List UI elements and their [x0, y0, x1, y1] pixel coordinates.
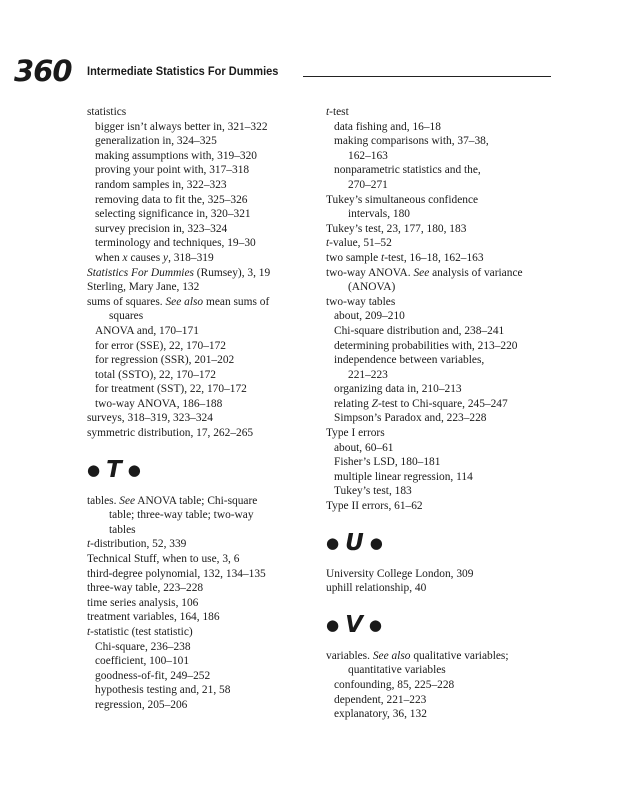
index-subentry: organizing data in, 210–213 — [334, 383, 462, 396]
index-subentry: confounding, 85, 225–228 — [334, 679, 455, 691]
index-entry: two sample t-test, 16–18, 162–163 — [326, 251, 484, 264]
index-subentry: relating Z-test to Chi-square, 245–247 — [334, 397, 508, 410]
index-continuation: intervals, 180 — [348, 208, 411, 221]
index-entry: two-way ANOVA. See analysis of variance — [326, 266, 523, 279]
index-entry: time series analysis, 106 — [87, 596, 199, 609]
index-entry: University College London, 309 — [326, 567, 474, 580]
index-subentry: removing data to fit the, 325–326 — [95, 193, 248, 206]
index-subentry: two-way ANOVA, 186–188 — [95, 397, 223, 410]
index-entry: t-test — [326, 106, 349, 118]
index-subentry: regression, 205–206 — [95, 698, 188, 711]
index-entry: symmetric distribution, 17, 262–265 — [87, 427, 254, 440]
bullet-icon: ● — [326, 534, 340, 553]
section-letter-t: ● T ● — [87, 457, 141, 484]
index-entry: t-distribution, 52, 339 — [87, 538, 187, 551]
index-subentry: Simpson’s Paradox and, 223–228 — [334, 412, 487, 425]
running-header — [0, 54, 637, 88]
index-continuation: quantitative variables — [348, 664, 446, 677]
index-subentry: generalization in, 324–325 — [95, 135, 217, 148]
index-entry: variables. See also qualitative variables; — [326, 649, 509, 662]
index-column-right — [326, 105, 556, 722]
index-continuation: 270–271 — [348, 178, 388, 191]
bullet-icon: ● — [326, 616, 340, 635]
index-entry: Statistics For Dummies (Rumsey), 3, 19 — [87, 266, 271, 279]
index-subentry: selecting significance in, 320–321 — [95, 208, 251, 221]
index-entry: Technical Stuff, when to use, 3, 6 — [87, 553, 240, 566]
running-title: Intermediate Statistics For Dummies — [87, 64, 279, 78]
index-entry: Type I errors — [326, 427, 385, 440]
index-entry: t-value, 51–52 — [326, 237, 392, 250]
index-subentry: Chi-square, 236–238 — [95, 640, 191, 653]
index-subentry: independence between variables, — [334, 354, 485, 367]
index-continuation: 162–163 — [348, 149, 388, 162]
index-continuation: table; three-way table; two-way — [109, 509, 254, 522]
index-subentry: making comparisons with, 37–38, — [334, 135, 489, 148]
page-number: 360 — [14, 54, 72, 88]
section-letter-v: ● V ● — [326, 612, 382, 639]
index-subentry: proving your point with, 317–318 — [95, 164, 250, 177]
index-subentry: total (SSTO), 22, 170–172 — [95, 368, 216, 381]
header-rule — [303, 76, 551, 77]
bullet-icon: ● — [87, 461, 101, 480]
index-entry: surveys, 318–319, 323–324 — [87, 412, 213, 425]
index-subentry: bigger isn’t always better in, 321–322 — [95, 120, 268, 133]
index-continuation: squares — [109, 310, 144, 323]
index-subentry: data fishing and, 16–18 — [334, 120, 441, 133]
index-subentry: dependent, 221–223 — [334, 693, 427, 706]
index-entry: Sterling, Mary Jane, 132 — [87, 281, 200, 294]
bullet-icon: ● — [127, 461, 141, 480]
index-subentry: goodness-of-fit, 249–252 — [95, 669, 211, 682]
index-subentry: for error (SSE), 22, 170–172 — [95, 339, 226, 352]
index-subentry: about, 60–61 — [334, 441, 394, 454]
index-entry: third-degree polynomial, 132, 134–135 — [87, 567, 266, 580]
index-subentry: for regression (SSR), 201–202 — [95, 354, 235, 367]
index-entry: Tukey’s simultaneous confidence — [326, 193, 479, 206]
index-continuation: (ANOVA) — [348, 281, 396, 294]
bullet-icon: ● — [369, 534, 383, 553]
index-subentry: for treatment (SST), 22, 170–172 — [95, 383, 247, 396]
index-subentry: explanatory, 36, 132 — [334, 708, 427, 721]
section-letter-u: ● U ● — [326, 530, 383, 557]
index-entry: Type II errors, 61–62 — [326, 500, 423, 513]
index-column-left — [87, 105, 317, 713]
index-subentry: coefficient, 100–101 — [95, 655, 190, 668]
index-subentry: Tukey’s test, 183 — [334, 485, 412, 498]
bullet-icon: ● — [368, 616, 382, 635]
index-continuation: tables — [109, 523, 136, 536]
index-entry: Tukey’s test, 23, 177, 180, 183 — [326, 222, 467, 235]
index-entry: treatment variables, 164, 186 — [87, 611, 220, 624]
index-entry: uphill relationship, 40 — [326, 582, 427, 595]
index-subentry: random samples in, 322–323 — [95, 178, 227, 191]
index-subentry: Fisher’s LSD, 180–181 — [334, 456, 441, 469]
index-subentry: terminology and techniques, 19–30 — [95, 237, 256, 250]
index-entry: t-statistic (test statistic) — [87, 626, 193, 638]
index-subentry: survey precision in, 323–324 — [95, 222, 228, 235]
index-subentry: determining probabilities with, 213–220 — [334, 339, 518, 352]
index-entry: two-way tables — [326, 295, 396, 308]
index-entry: statistics — [87, 106, 127, 118]
index-subentry: nonparametric statistics and the, — [334, 164, 481, 177]
index-entry: three-way table, 223–228 — [87, 582, 204, 595]
index-subentry: multiple linear regression, 114 — [334, 470, 473, 483]
index-subentry: ANOVA and, 170–171 — [95, 324, 199, 337]
index-subentry: about, 209–210 — [334, 310, 405, 323]
index-subentry: Chi-square distribution and, 238–241 — [334, 324, 505, 337]
index-entry: sums of squares. See also mean sums of — [87, 295, 270, 308]
index-subentry: when x causes y, 318–319 — [95, 251, 214, 264]
index-entry: tables. See ANOVA table; Chi-square — [87, 494, 258, 507]
index-subentry: hypothesis testing and, 21, 58 — [95, 684, 231, 697]
index-continuation: 221–223 — [348, 368, 388, 381]
index-subentry: making assumptions with, 319–320 — [95, 149, 257, 162]
